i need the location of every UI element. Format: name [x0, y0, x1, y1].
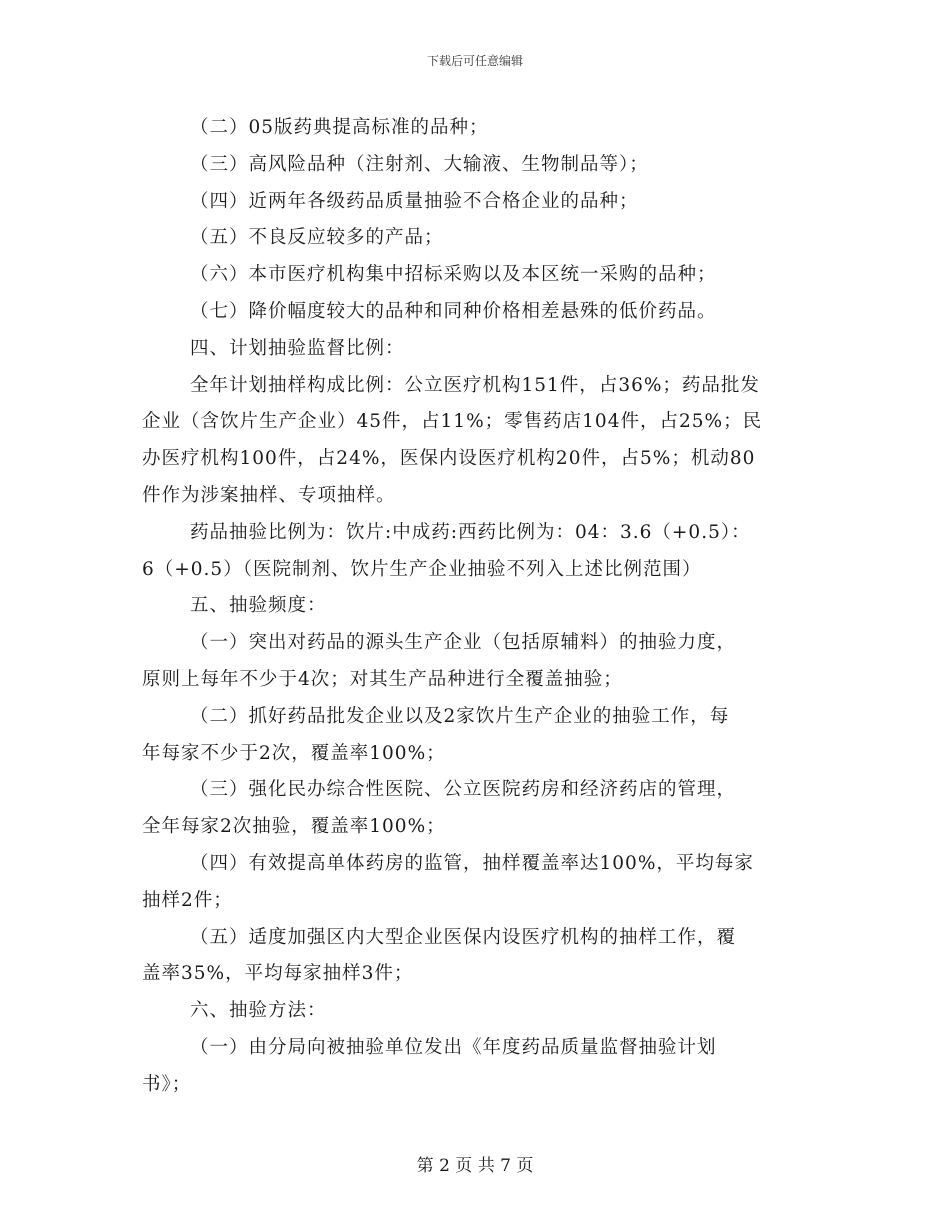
paragraph-line: （三）高风险品种（注射剂、大输液、生物制品等）；: [190, 153, 649, 175]
paragraph-line: 件作为涉案抽样、专项抽样。: [142, 484, 396, 506]
paragraph-line: 办医疗机构100件，占24%，医保内设医疗机构20件，占5%；机动80: [142, 448, 756, 470]
paragraph-line: （五）适度加强区内大型企业医保内设医疗机构的抽样工作，覆: [190, 926, 737, 948]
paragraph-line: （五）不良反应较多的产品；: [190, 227, 444, 249]
paragraph-line: 6（+0.5）（医院制剂、饮片生产企业抽验不列入上述比例范围）: [142, 558, 702, 580]
page-header: 下载后可任意编辑: [426, 54, 523, 68]
paragraph-line: （三）强化民办综合性医院、公立医院药房和经济药店的管理，: [190, 779, 737, 801]
paragraph-line: 企业（含饮片生产企业）45件，占11%；零售药店104件，占25%；民: [142, 411, 763, 433]
paragraph-line: 抽样2件；: [142, 889, 233, 911]
paragraph-line: （二）抓好药品批发企业以及2家饮片生产企业的抽验工作，每: [190, 705, 730, 727]
paragraph-line: （一）由分局向被抽验单位发出《年度药品质量监督抽验计划: [190, 1036, 717, 1058]
paragraph-line: 原则上每年不少于4次；对其生产品种进行全覆盖抽验；: [142, 668, 623, 690]
paragraph-line: （六）本市医疗机构集中招标采购以及本区统一采购的品种；: [190, 264, 717, 286]
section-heading: 四、计划抽验监督比例：: [190, 337, 405, 359]
paragraph-line: 年每家不少于2次，覆盖率100%；: [142, 742, 446, 764]
section-heading: 六、抽验方法：: [190, 1000, 327, 1022]
paragraph-line: 全年每家2次抽验，覆盖率100%；: [142, 816, 446, 838]
paragraph-line: （四）有效提高单体药房的监管，抽样覆盖率达100%，平均每家: [190, 852, 754, 874]
page-number: 第 2 页 共 7 页: [416, 1156, 534, 1176]
paragraph-line: （七）降价幅度较大的品种和同种价格相差悬殊的低价药品。: [190, 300, 717, 322]
paragraph-line: 盖率35%，平均每家抽样3件；: [142, 963, 414, 985]
paragraph-line: 全年计划抽样构成比例：公立医疗机构151件，占36%；药品批发: [190, 374, 760, 396]
paragraph-line: （四）近两年各级药品质量抽验不合格企业的品种；: [190, 190, 639, 212]
paragraph-line: 药品抽验比例为：饮片:中成药:西药比例为：04：3.6（+0.5）：: [190, 521, 751, 543]
paragraph-line: （二）05版药典提高标准的品种；: [190, 117, 489, 138]
paragraph-line: 书》；: [142, 1073, 192, 1095]
document-body: [142, 110, 810, 1104]
paragraph-line: （一）突出对药品的源头生产企业（包括原辅料）的抽验力度，: [190, 632, 737, 654]
section-heading: 五、抽验频度：: [190, 595, 327, 617]
